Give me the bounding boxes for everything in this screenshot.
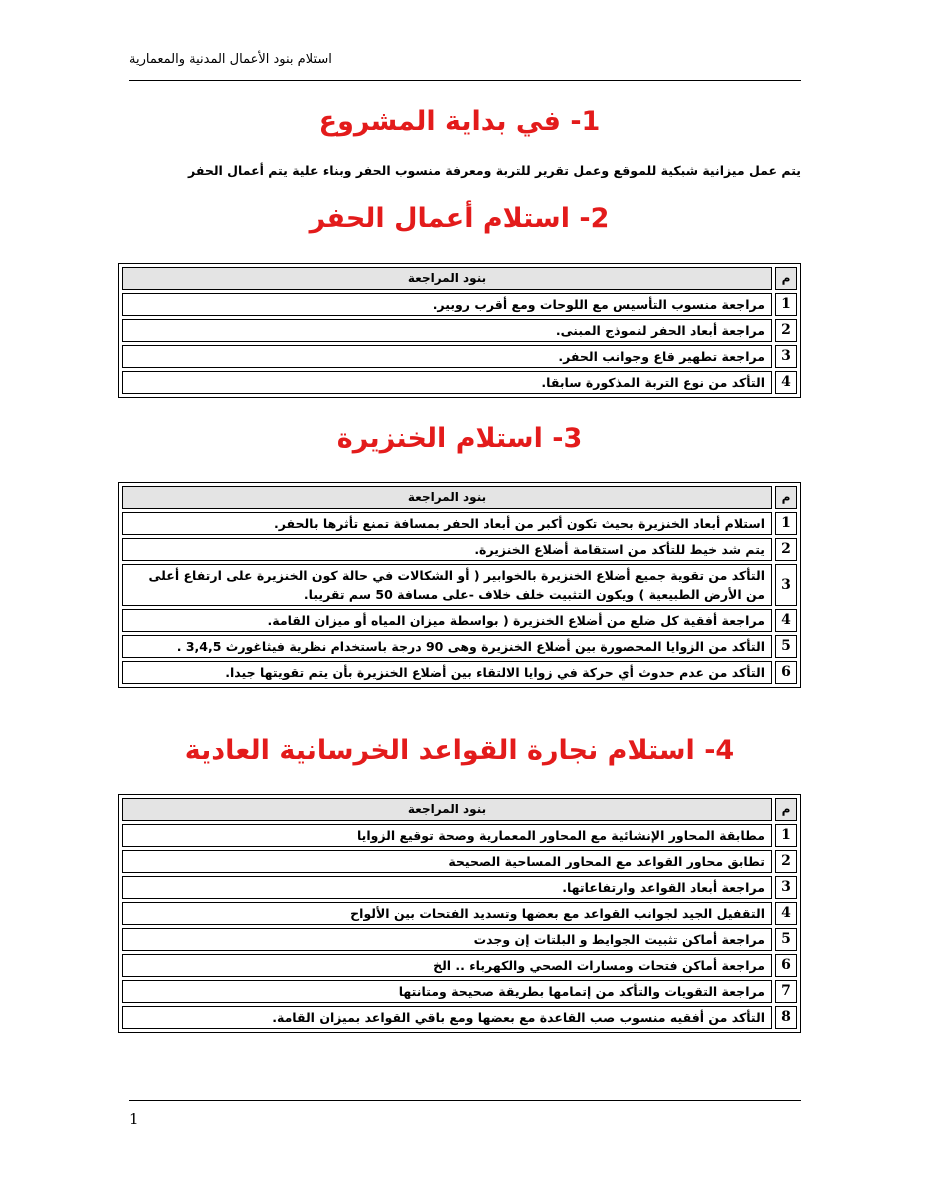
row-number: 6 [775, 954, 797, 977]
table-row [122, 1006, 797, 1029]
row-number: 4 [775, 902, 797, 925]
row-text: مراجعة أبعاد القواعد وارتفاعاتها. [122, 876, 772, 899]
row-text: مراجعة منسوب التأسيس مع اللوحات ومع أقرب روبير. [122, 293, 772, 316]
row-text: تطابق محاور القواعد مع المحاور المساحية الصحيحة [122, 850, 772, 873]
table-row [122, 824, 797, 847]
page-number: 1 [129, 1110, 139, 1128]
table-row [122, 980, 797, 1003]
table-row [122, 538, 797, 561]
row-text: مراجعة أماكن تثبيت الجوايط و البلتات إن وجدت [122, 928, 772, 951]
section2-heading: 2- استلام أعمال الحفر [309, 203, 610, 234]
row-text: التأكد من عدم حدوث أي حركة في زوايا الالتقاء بين أضلاع الخنزيرة بأن يتم تقويتها جيدا. [122, 661, 772, 684]
table-row [122, 564, 797, 606]
table-row [122, 635, 797, 658]
row-number: 6 [775, 661, 797, 684]
row-number: 8 [775, 1006, 797, 1029]
row-text: التأكد من نوع التربة المذكورة سابقا. [122, 371, 772, 394]
row-number: 5 [775, 928, 797, 951]
row-number: 4 [775, 609, 797, 632]
footer-rule [129, 1100, 801, 1101]
table-row [122, 902, 797, 925]
table-row [122, 954, 797, 977]
table-row [122, 850, 797, 873]
section4-table [118, 794, 801, 1033]
row-text: مراجعة تطهير قاع وجوانب الحفر. [122, 345, 772, 368]
row-number: 2 [775, 538, 797, 561]
row-text: مطابقة المحاور الإنشائية مع المحاور المعمارية وصحة توقيع الزوايا [122, 824, 772, 847]
row-number: 1 [775, 512, 797, 535]
row-number: 2 [775, 850, 797, 873]
section2-table [118, 263, 801, 398]
table-row [122, 928, 797, 951]
row-text: التأكد من تقوية جميع أضلاع الخنزيرة بالخوابير ( أو الشكالات في حالة كون الخنزيرة على ارتفاع أعلى من الأرض الطبيعية ) ويكون التثبيت خلف خلاف -على مسافة 50 سم تقريبا. [122, 564, 772, 606]
row-text: استلام أبعاد الخنزيرة بحيث تكون أكبر من أبعاد الحفر بمسافة تمنع تأثرها بالحفر. [122, 512, 772, 535]
table-header-row [122, 267, 797, 290]
section1-heading: 1- في بداية المشروع [318, 106, 601, 137]
row-text: التأكد من أفقيه منسوب صب القاعدة مع بعضها ومع باقي القواعد بميزان القامة. [122, 1006, 772, 1029]
row-text: يتم شد خيط للتأكد من استقامة أضلاع الخنزيرة. [122, 538, 772, 561]
row-text: مراجعة التقويات والتأكد من إتمامها بطريقة صحيحة ومتانتها [122, 980, 772, 1003]
table-row [122, 319, 797, 342]
section4-heading: 4- استلام نجارة القواعد الخرسانية العادية [184, 735, 735, 766]
row-text: التأكد من الزوايا المحصورة بين أضلاع الخنزيرة وهى 90 درجة باستخدام نظرية فيثاغورث 3,4,5 . [122, 635, 772, 658]
col-num-header: م [775, 798, 797, 821]
table-row [122, 345, 797, 368]
header-rule [129, 80, 801, 81]
section3-table [118, 482, 801, 688]
table-row [122, 609, 797, 632]
row-number: 3 [775, 564, 797, 606]
section3-heading: 3- استلام الخنزيرة [336, 423, 583, 454]
row-number: 1 [775, 293, 797, 316]
row-number: 4 [775, 371, 797, 394]
col-items-header: بنود المراجعة [122, 798, 772, 821]
table-row [122, 876, 797, 899]
table-row [122, 371, 797, 394]
row-number: 1 [775, 824, 797, 847]
table-row [122, 661, 797, 684]
running-header: استلام بنود الأعمال المدنية والمعمارية [129, 52, 332, 67]
section1-paragraph: يتم عمل ميزانية شبكية للموقع وعمل تقرير للتربة ومعرفة منسوب الحفر وبناء علية يتم أعمال الحفر [188, 163, 801, 178]
row-number: 3 [775, 876, 797, 899]
row-text: مراجعة أفقية كل ضلع من أضلاع الخنزيرة ( بواسطة ميزان المياه أو ميزان القامة. [122, 609, 772, 632]
row-number: 3 [775, 345, 797, 368]
col-num-header: م [775, 486, 797, 509]
table-row [122, 293, 797, 316]
row-text: مراجعة أماكن فتحات ومسارات الصحي والكهرباء .. الخ [122, 954, 772, 977]
table-header-row [122, 486, 797, 509]
col-items-header: بنود المراجعة [122, 486, 772, 509]
row-number: 5 [775, 635, 797, 658]
row-number: 7 [775, 980, 797, 1003]
table-header-row [122, 798, 797, 821]
row-text: التقفيل الجيد لجوانب القواعد مع بعضها وتسديد الفتحات بين الألواح [122, 902, 772, 925]
col-items-header: بنود المراجعة [122, 267, 772, 290]
table-row [122, 512, 797, 535]
row-number: 2 [775, 319, 797, 342]
col-num-header: م [775, 267, 797, 290]
row-text: مراجعة أبعاد الحفر لنموذج المبنى. [122, 319, 772, 342]
